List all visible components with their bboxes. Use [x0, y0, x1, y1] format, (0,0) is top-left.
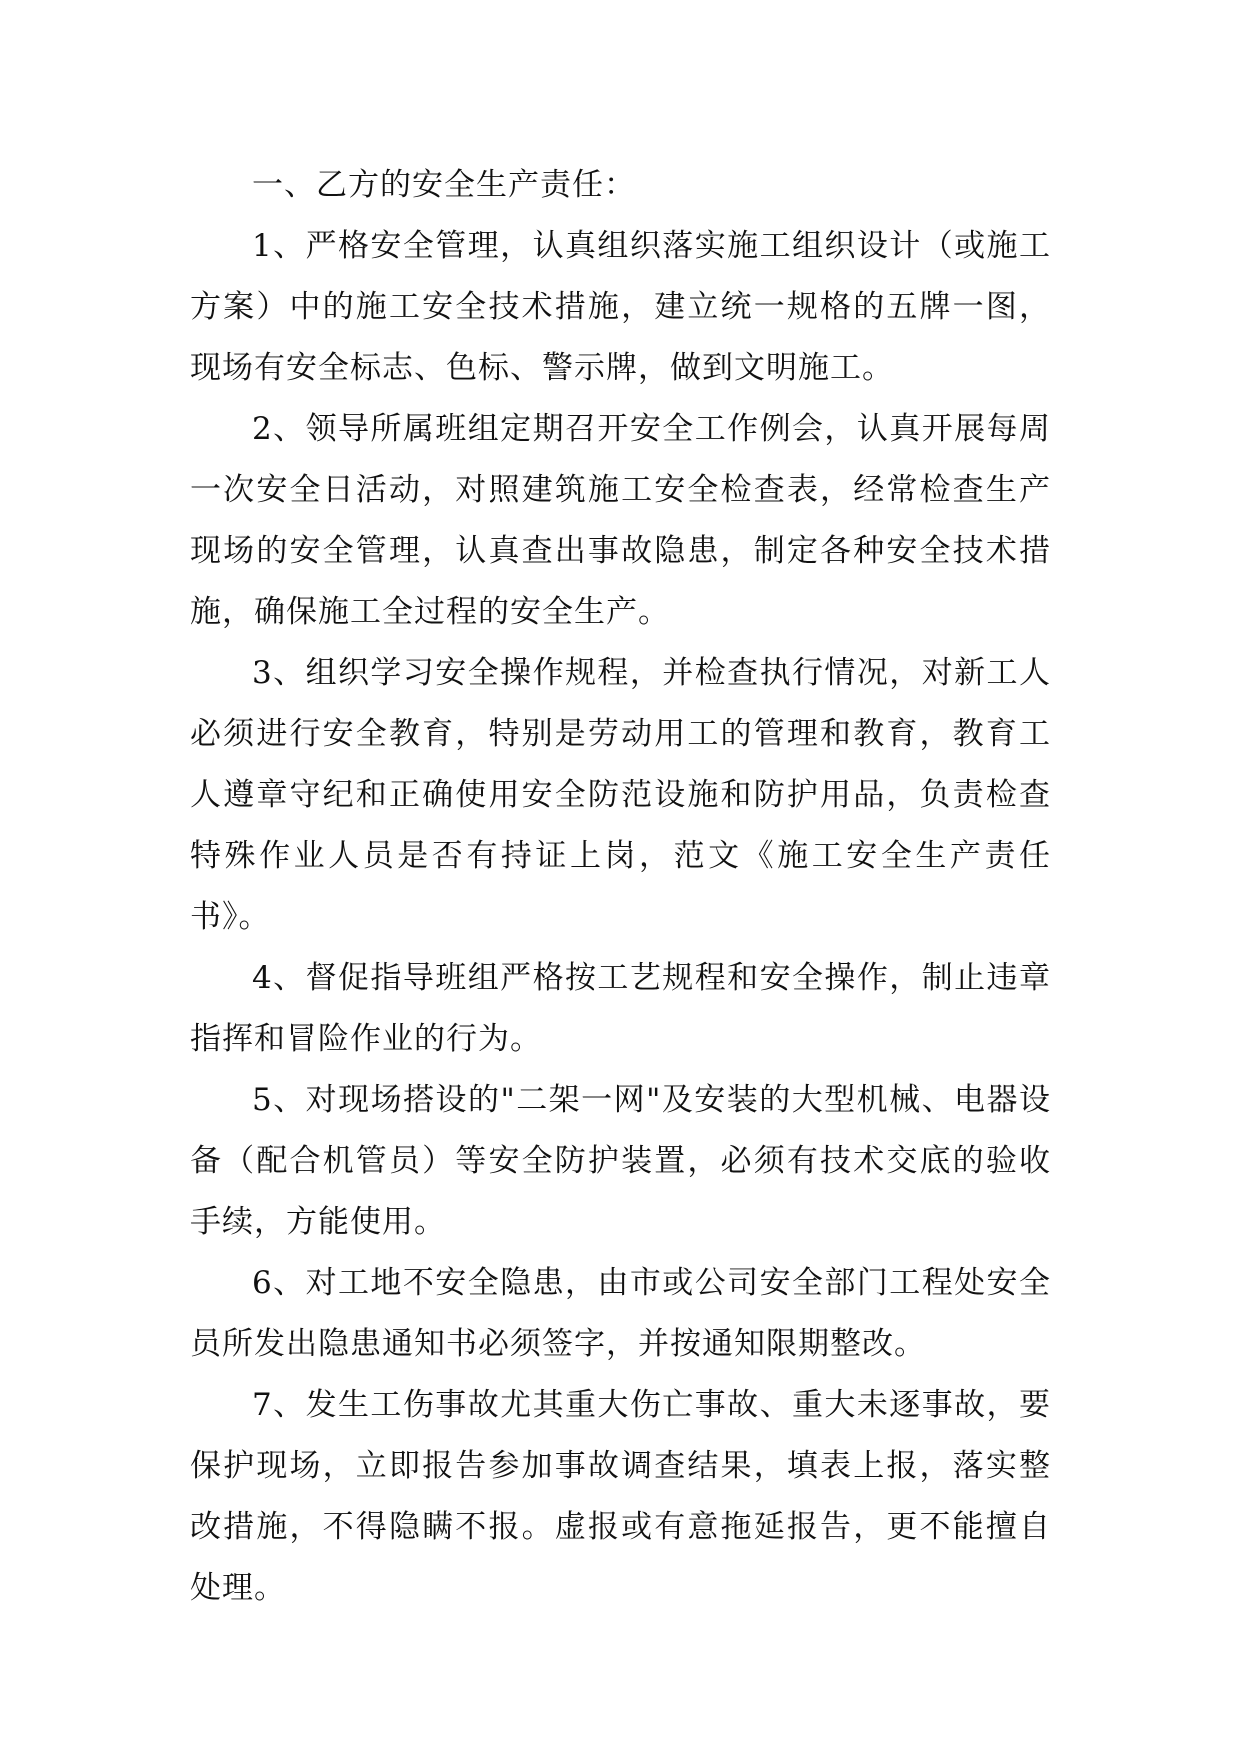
clause-2: 2、领导所属班组定期召开安全工作例会，认真开展每周一次安全日活动，对照建筑施工安全检查表，经常检查生产现场的安全管理，认真查出事故隐患，制定各种安全技术措施，确保施工全过程的安全生产。: [190, 411, 1051, 630]
clause-6: 6、对工地不安全隐患，由市或公司安全部门工程处安全员所发出隐患通知书必须签字，并按通知限期整改。: [190, 1265, 1051, 1362]
clause-4: 4、督促指导班组严格按工艺规程和安全操作，制止违章指挥和冒险作业的行为。: [190, 960, 1051, 1057]
clause-3: 3、组织学习安全操作规程，并检查执行情况，对新工人必须进行安全教育，特别是劳动用工的管理和教育，教育工人遵章守纪和正确使用安全防范设施和防护用品，负责检查特殊作业人员是否有持证上岗，范文《施工安全生产责任书》。: [190, 655, 1051, 935]
section-heading: 一、乙方的安全生产责任：: [252, 167, 636, 203]
clause-1: 1、严格安全管理，认真组织落实施工组织设计（或施工方案）中的施工安全技术措施，建立统一规格的五牌一图，现场有安全标志、色标、警示牌，做到文明施工。: [190, 228, 1051, 386]
clause-7: 7、发生工伤事故尤其重大伤亡事故、重大未逐事故，要保护现场，立即报告参加事故调查结果，填表上报，落实整改措施，不得隐瞒不报。虚报或有意拖延报告，更不能擅自处理。: [190, 1387, 1051, 1606]
clause-5: 5、对现场搭设的"二架一网"及安装的大型机械、电器设备（配合机管员）等安全防护装置，必须有技术交底的验收手续，方能使用。: [190, 1082, 1051, 1240]
